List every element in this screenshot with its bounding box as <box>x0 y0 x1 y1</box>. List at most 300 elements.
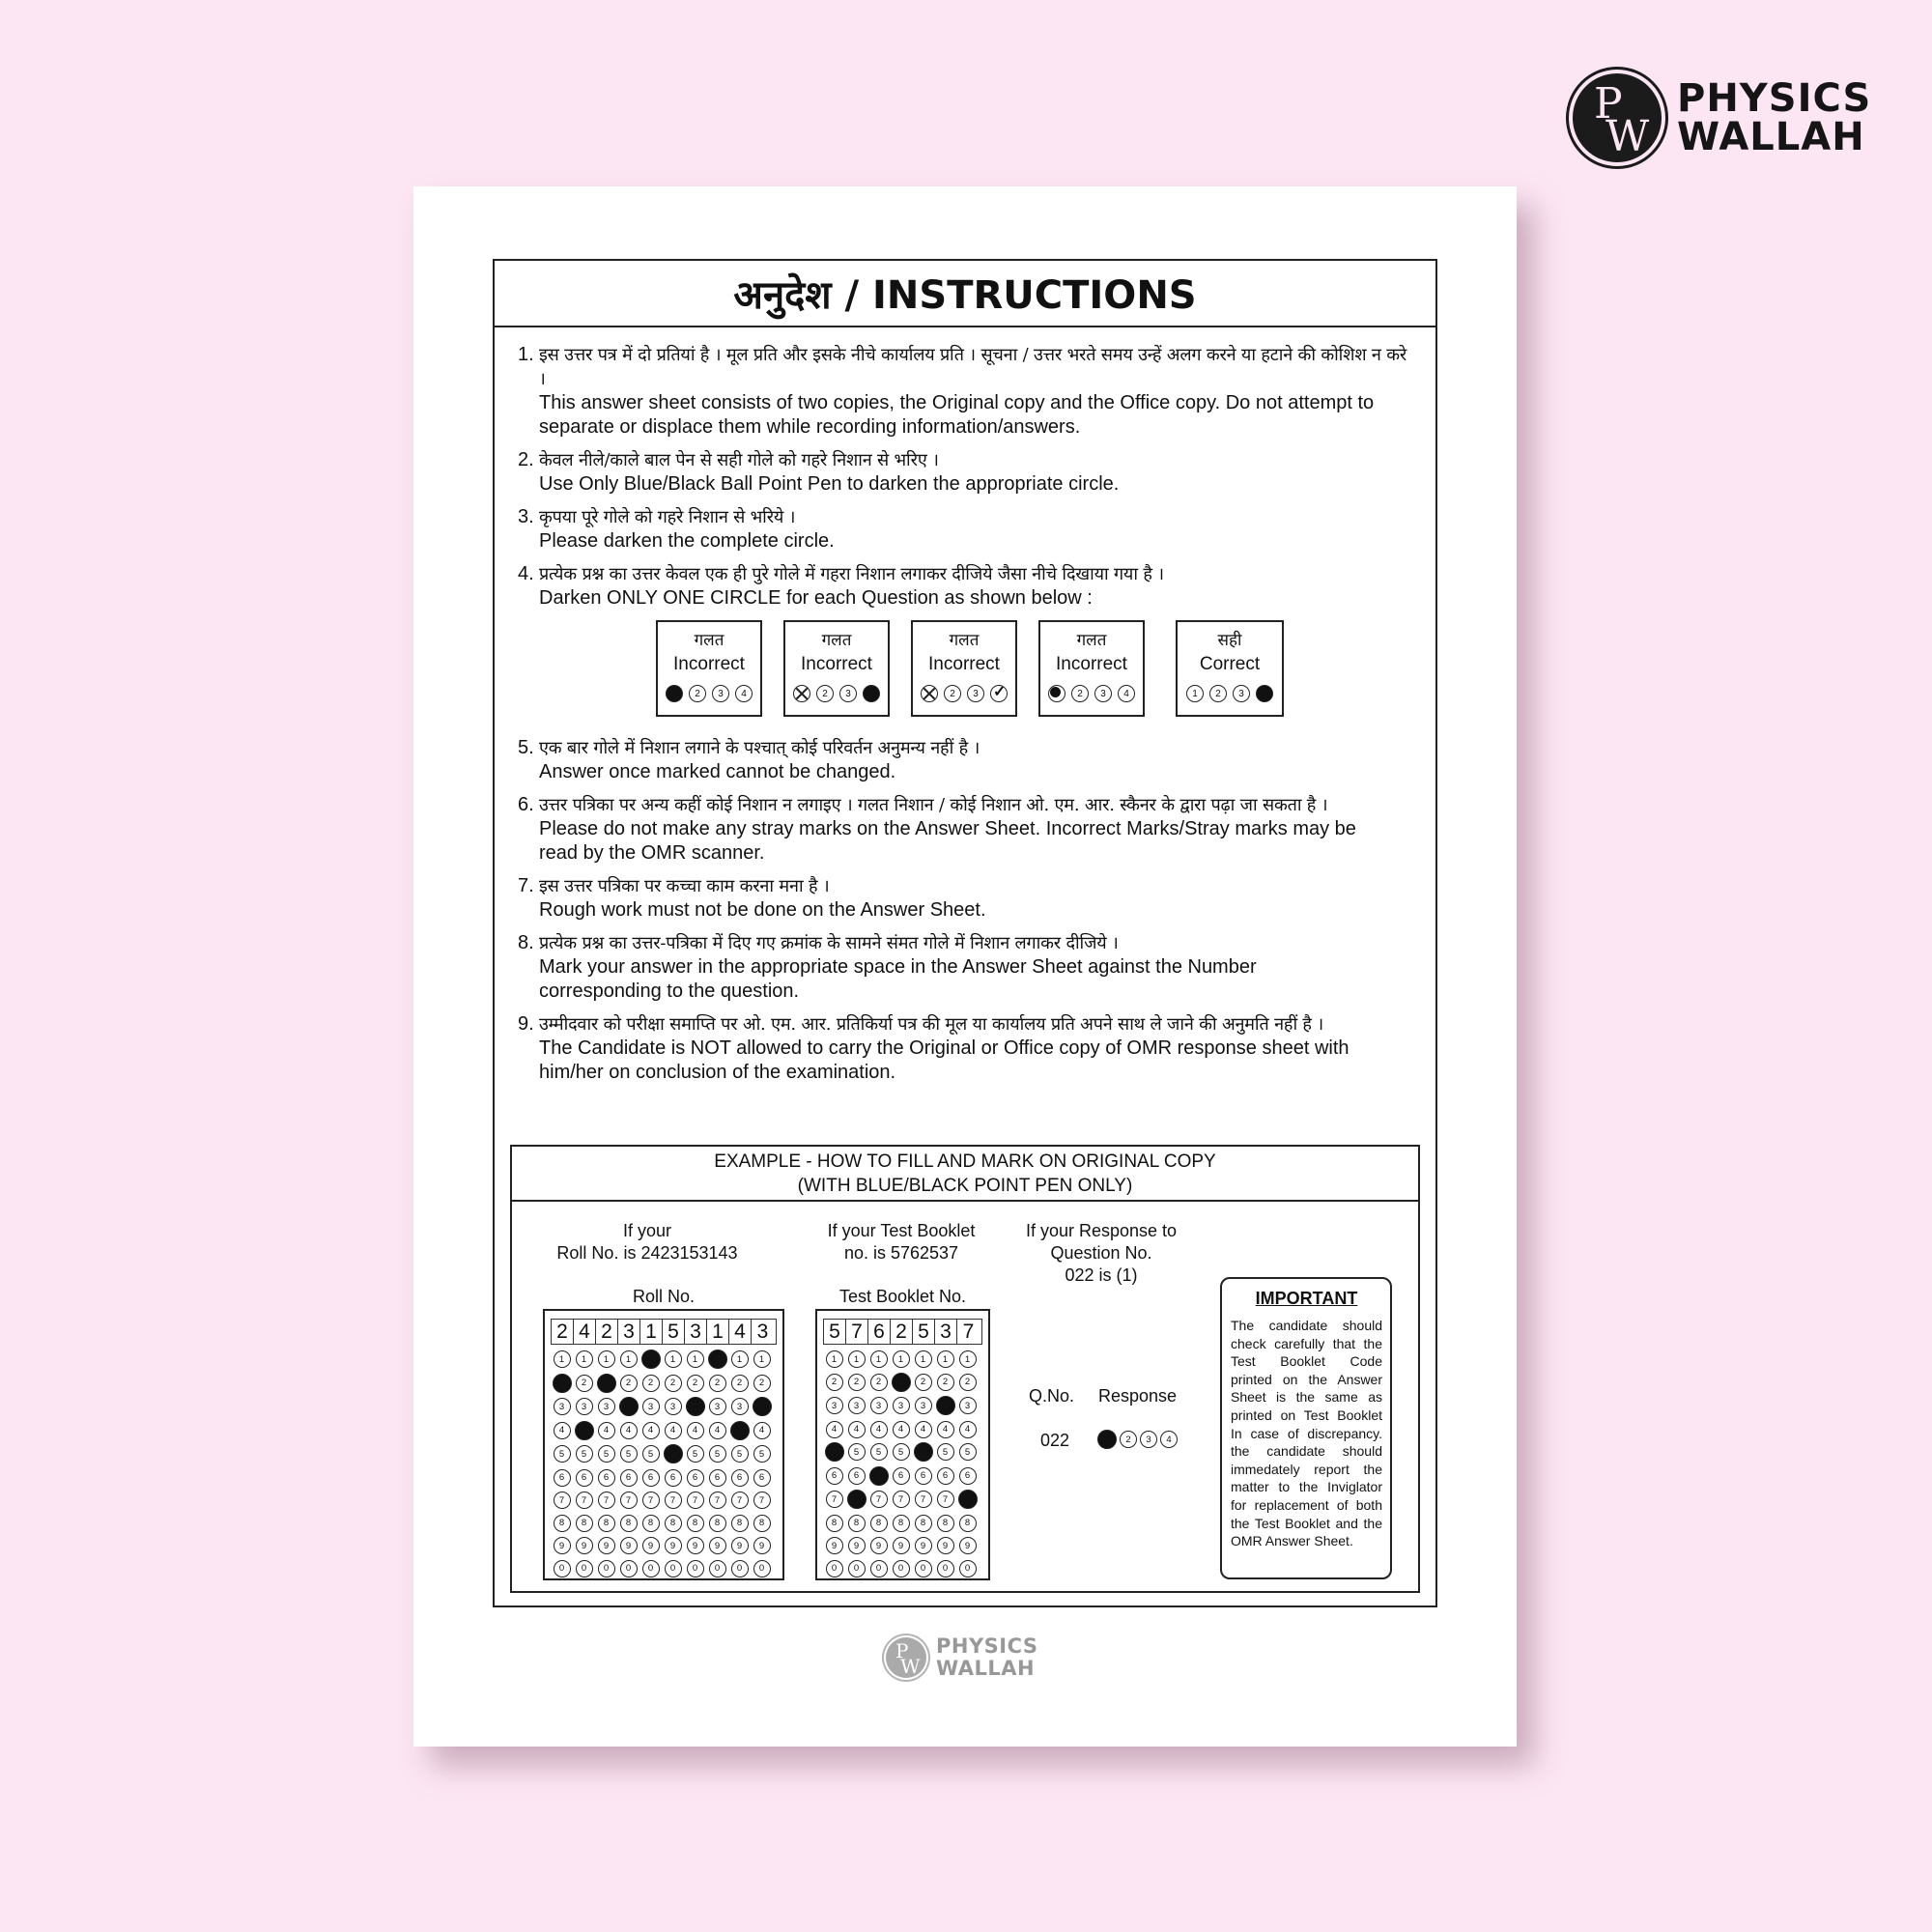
footer-brand-name <box>936 1635 1038 1680</box>
digit-cell: 5 <box>663 1320 685 1344</box>
instruction-hindi: प्रत्येक प्रश्न का उत्तर-पत्रिका में दिए गए क्रमांक के सामने संमत गोले में निशान लगाकर दीजिये । <box>539 933 1119 953</box>
bubble-empty-icon: 0 <box>826 1560 843 1577</box>
instruction-number: 3. <box>518 506 534 527</box>
bubble-filled-icon <box>847 1490 867 1509</box>
response-bubbles <box>1097 1431 1178 1449</box>
bubble-empty-icon: 7 <box>893 1491 910 1508</box>
bubble-row-9 <box>551 1537 777 1554</box>
bubble-empty-icon: 8 <box>665 1515 682 1532</box>
bubble-empty-icon: 8 <box>731 1515 749 1532</box>
bubble-empty-icon: 0 <box>848 1560 866 1577</box>
bubble-empty-icon: 1 <box>598 1350 615 1368</box>
instruction-english: This answer sheet consists of two copies, the Original copy and the Office copy. Do not attempt to separate or displace them while recording information/answers. <box>539 392 1375 438</box>
bubble-empty-icon: 5 <box>620 1445 638 1463</box>
bubble-empty-icon: 2 <box>826 1374 843 1391</box>
footer-brand-line-1: PHYSICS <box>936 1634 1038 1658</box>
bubble-row-7 <box>823 1491 982 1509</box>
bubble-row-6 <box>823 1467 982 1486</box>
example-heading-line-2: (WITH BLUE/BLACK POINT PEN ONLY) <box>797 1176 1133 1196</box>
marking-example-label: Incorrect <box>801 654 872 674</box>
example-heading <box>512 1147 1418 1202</box>
instruction-number: 6. <box>518 794 534 815</box>
bubble-empty-icon: 1 <box>848 1350 866 1368</box>
bubble-empty-icon: 1 <box>620 1350 638 1368</box>
bubble-empty-icon: 3 <box>1140 1431 1157 1448</box>
bubble-empty-icon: 7 <box>826 1491 843 1508</box>
bubble-filled-icon <box>664 1444 683 1463</box>
bubble-filled-icon <box>575 1421 594 1440</box>
bubble-empty-icon: 3 <box>915 1397 932 1414</box>
bubble-empty-icon: 2 <box>731 1375 749 1392</box>
bubble-empty-icon: 7 <box>915 1491 932 1508</box>
bubble-row-5 <box>823 1443 982 1462</box>
bubble-empty-icon: 4 <box>753 1422 771 1439</box>
bubble-row-0 <box>823 1560 982 1577</box>
bubble-filled-icon <box>708 1350 727 1369</box>
bubble-partial-icon <box>1048 685 1065 702</box>
bubble-tick-icon <box>990 685 1008 702</box>
brand-name <box>1677 76 1872 159</box>
bubble-row-3 <box>823 1397 982 1415</box>
instruction-page <box>413 186 1517 1747</box>
instruction-english: Darken ONLY ONE CIRCLE for each Question as shown below : <box>539 587 1093 609</box>
bubble-row-3 <box>551 1398 777 1416</box>
bubble-empty-icon: 3 <box>665 1398 682 1415</box>
bubble-filled-icon <box>666 685 683 702</box>
bubble-filled-icon <box>641 1350 661 1369</box>
instruction-item-4 <box>518 562 1412 611</box>
bubble-empty-icon: 1 <box>893 1350 910 1368</box>
bubble-empty-icon: 3 <box>598 1398 615 1415</box>
page-title: अनुदेश / INSTRUCTIONS <box>495 261 1435 327</box>
bubble-empty-icon: 6 <box>753 1469 771 1487</box>
response-intro-line-3: 022 is (1) <box>1065 1265 1138 1285</box>
bubble-row-1 <box>823 1350 982 1368</box>
bubble-empty-icon: 4 <box>848 1421 866 1438</box>
bubble-empty-icon: 9 <box>665 1537 682 1554</box>
bubble-empty-icon: 2 <box>848 1374 866 1391</box>
important-title: IMPORTANT <box>1255 1289 1358 1308</box>
instruction-item-1 <box>518 343 1412 440</box>
bubble-empty-icon: 5 <box>731 1445 749 1463</box>
bubble-empty-icon: 9 <box>826 1537 843 1554</box>
bubble-empty-icon: 5 <box>576 1445 593 1463</box>
bubble-empty-icon: 8 <box>915 1515 932 1532</box>
bubble-empty-icon: 9 <box>959 1537 977 1554</box>
instruction-item-8 <box>518 931 1412 1004</box>
bubble-empty-icon: 6 <box>848 1467 866 1485</box>
bubble-empty-icon: 0 <box>893 1560 910 1577</box>
roll-intro <box>551 1220 744 1264</box>
bubble-empty-icon: 2 <box>687 1375 704 1392</box>
instruction-english: Please do not make any stray marks on the Answer Sheet. Incorrect Marks/Stray marks may be read by the OMR scanner. <box>539 818 1356 864</box>
digit-cell: 3 <box>618 1320 640 1344</box>
bubble-empty-icon: 1 <box>959 1350 977 1368</box>
bubble-row-1 <box>551 1350 777 1369</box>
marking-examples <box>518 620 1412 717</box>
bubble-empty-icon: 3 <box>839 685 857 702</box>
bubble-row-2 <box>551 1375 777 1393</box>
bubble-empty-icon: 2 <box>665 1375 682 1392</box>
instruction-hindi: उत्तर पत्रिका पर अन्य कहीं कोई निशान न लगाइए । गलत निशान / कोई निशान ओ. एम. आर. स्कैनर के द्वारा पढ़ा जा सकता है । <box>539 795 1328 815</box>
bubble-empty-icon: 5 <box>753 1445 771 1463</box>
bubble-empty-icon: 9 <box>848 1537 866 1554</box>
bubble-empty-icon: 5 <box>959 1443 977 1461</box>
instruction-hindi: प्रत्येक प्रश्न का उत्तर केवल एक ही पुरे गोले में गहरा निशान लगाकर दीजिये जैसा नीचे दिखाया गया है । <box>539 564 1164 584</box>
bubble-row-8 <box>823 1515 982 1532</box>
instruction-number: 2. <box>518 449 534 470</box>
booklet-intro-line-1: If your Test Booklet <box>827 1221 976 1240</box>
bubble-empty-icon: 2 <box>620 1375 638 1392</box>
bubble-row-5 <box>551 1445 777 1463</box>
qno-header: Q.No. <box>1029 1386 1075 1406</box>
bubble-empty-icon: 7 <box>709 1492 726 1509</box>
bubble-empty-icon: 8 <box>598 1515 615 1532</box>
bubble-empty-icon: 7 <box>731 1492 749 1509</box>
booklet-intro-line-2: no. is 5762537 <box>843 1243 959 1263</box>
bubble-empty-icon: 4 <box>826 1421 843 1438</box>
bubble-empty-icon: 3 <box>709 1398 726 1415</box>
brand-line-2: WALLAH <box>1677 115 1865 159</box>
bubble-empty-icon: 3 <box>967 685 984 702</box>
bubble-empty-icon: 2 <box>753 1375 771 1392</box>
bubble-empty-icon: 3 <box>576 1398 593 1415</box>
bubble-empty-icon: 4 <box>1118 685 1135 702</box>
instruction-item-9 <box>518 1012 1412 1085</box>
bubble-empty-icon: 1 <box>687 1350 704 1368</box>
instruction-number: 5. <box>518 737 534 758</box>
bubble-empty-icon: 0 <box>709 1560 726 1577</box>
digit-cell: 7 <box>846 1320 868 1344</box>
bubble-empty-icon: 3 <box>731 1398 749 1415</box>
digit-cell: 6 <box>868 1320 891 1344</box>
digit-cell: 4 <box>574 1320 596 1344</box>
bubble-empty-icon: 6 <box>576 1469 593 1487</box>
bubble-cross-icon <box>793 685 810 702</box>
example-heading-line-1: EXAMPLE - HOW TO FILL AND MARK ON ORIGINAL COPY <box>714 1151 1216 1172</box>
bubble-empty-icon: 8 <box>576 1515 593 1532</box>
brand-line-1: PHYSICS <box>1677 76 1872 121</box>
bubble-empty-icon: 4 <box>665 1422 682 1439</box>
instructions-frame <box>493 259 1437 1607</box>
bubble-empty-icon: 4 <box>620 1422 638 1439</box>
response-intro <box>1009 1220 1193 1287</box>
bubble-empty-icon: 4 <box>687 1422 704 1439</box>
response-intro-line-1: If your Response to <box>1025 1221 1178 1240</box>
bubble-empty-icon: 0 <box>576 1560 593 1577</box>
booklet-intro <box>810 1220 993 1264</box>
bubble-filled-icon <box>619 1397 639 1416</box>
bubble-empty-icon: 1 <box>665 1350 682 1368</box>
bubble-empty-icon: 8 <box>753 1515 771 1532</box>
bubble-empty-icon: 5 <box>870 1443 888 1461</box>
bubble-empty-icon: 0 <box>915 1560 932 1577</box>
digit-cell: 3 <box>685 1320 707 1344</box>
bubble-empty-icon: 7 <box>687 1492 704 1509</box>
marking-example-bubbles <box>921 685 1008 702</box>
bubble-empty-icon: 0 <box>937 1560 954 1577</box>
bubble-empty-icon: 0 <box>598 1560 615 1577</box>
bubble-empty-icon: 4 <box>554 1422 571 1439</box>
marking-example-label: Incorrect <box>928 654 1000 674</box>
bubble-cross-icon <box>921 685 938 702</box>
qno-value: 022 <box>1040 1431 1070 1450</box>
bubble-empty-icon: 7 <box>937 1491 954 1508</box>
bubble-empty-icon: 0 <box>554 1560 571 1577</box>
digit-cell: 2 <box>596 1320 618 1344</box>
logo-letter-p: P <box>1594 79 1623 128</box>
digit-cell: 2 <box>552 1320 574 1344</box>
bubble-empty-icon: 7 <box>554 1492 571 1509</box>
marking-example-hindi: गलत <box>949 631 980 650</box>
bubble-empty-icon: 3 <box>712 685 729 702</box>
instruction-number: 4. <box>518 563 534 584</box>
logo-letter-w: W <box>1605 112 1650 161</box>
bubble-empty-icon: 0 <box>620 1560 638 1577</box>
digit-cell: 3 <box>756 1321 769 1343</box>
marking-example-hindi: गलत <box>821 631 852 650</box>
instruction-hindi: इस उत्तर पत्रिका पर कच्चा काम करना मना है । <box>539 876 830 896</box>
bubble-empty-icon: 1 <box>753 1350 771 1368</box>
marking-example-bubbles <box>666 685 753 702</box>
bubble-empty-icon: 5 <box>642 1445 660 1463</box>
bubble-empty-icon: 5 <box>893 1443 910 1461</box>
bubble-empty-icon: 2 <box>1120 1431 1137 1448</box>
footer-brand-line-2: WALLAH <box>936 1657 1036 1680</box>
bubble-empty-icon: 9 <box>937 1537 954 1554</box>
bubble-empty-icon: 3 <box>893 1397 910 1414</box>
bubble-empty-icon: 2 <box>915 1374 932 1391</box>
bubble-empty-icon: 7 <box>642 1492 660 1509</box>
roll-number-grid <box>543 1309 784 1580</box>
bubble-empty-icon: 1 <box>826 1350 843 1368</box>
bubble-empty-icon: 9 <box>620 1537 638 1554</box>
bubble-empty-icon: 9 <box>893 1537 910 1554</box>
example-section <box>510 1145 1420 1593</box>
instruction-item-2 <box>518 448 1412 497</box>
instruction-english: The Candidate is NOT allowed to carry the Original or Office copy of OMR response sheet with him/her on conclusion of the examination. <box>539 1037 1350 1083</box>
bubble-empty-icon: 3 <box>870 1397 888 1414</box>
bubble-empty-icon: 9 <box>870 1537 888 1554</box>
bubble-empty-icon: 6 <box>915 1467 932 1485</box>
marking-example-hindi: गलत <box>1076 631 1107 650</box>
instruction-item-5 <box>518 736 1412 784</box>
bubble-empty-icon: 9 <box>709 1537 726 1554</box>
bubble-empty-icon: 8 <box>620 1515 638 1532</box>
bubble-row-4 <box>823 1421 982 1438</box>
bubble-empty-icon: 5 <box>937 1443 954 1461</box>
bubble-empty-icon: 5 <box>687 1445 704 1463</box>
bubble-empty-icon: 3 <box>826 1397 843 1414</box>
instruction-english: Answer once marked cannot be changed. <box>539 761 896 782</box>
instruction-number: 7. <box>518 875 534 896</box>
bubble-empty-icon: 8 <box>959 1515 977 1532</box>
bubble-empty-icon: 0 <box>753 1560 771 1577</box>
important-body: The candidate should check carefully that the Test Booklet Code printed on the Answer Sheet is the same as printed on Test Booklet In case of discrepancy. the candidate should immedately report the matter to the Inviglator for replacement of both the Test Booklet and the OMR Answer Sheet. <box>1231 1318 1382 1549</box>
pw-logo-icon <box>1573 73 1662 162</box>
bubble-empty-icon: 6 <box>826 1467 843 1485</box>
bubble-empty-icon: 1 <box>1186 685 1204 702</box>
roll-intro-line-2: Roll No. is 2423153143 <box>556 1243 738 1263</box>
digit-cell: 3 <box>935 1320 957 1344</box>
logo-letter-w: W <box>900 1655 921 1678</box>
instruction-hindi: उम्मीदवार को परीक्षा समाप्ति पर ओ. एम. आर. प्रतिकिर्या पत्र की मूल या कार्यालय प्रति अपने साथ ले जाने की अनुमति नहीं है । <box>539 1014 1323 1035</box>
bubble-empty-icon: 7 <box>620 1492 638 1509</box>
bubble-empty-icon: 3 <box>554 1398 571 1415</box>
bubble-empty-icon: 9 <box>598 1537 615 1554</box>
bubble-filled-icon <box>825 1442 844 1462</box>
marking-example-5 <box>1176 620 1284 717</box>
bubble-filled-icon <box>753 1397 772 1416</box>
digit-cell: 4 <box>729 1320 752 1344</box>
bubble-empty-icon: 2 <box>944 685 961 702</box>
roll-intro-line-1: If your <box>622 1221 672 1240</box>
instruction-list <box>495 327 1435 1085</box>
bubble-empty-icon: 9 <box>753 1537 771 1554</box>
bubble-filled-icon <box>730 1421 750 1440</box>
bubble-row-6 <box>551 1469 777 1487</box>
roll-grid-label: Roll No. <box>632 1287 696 1306</box>
digit-cell: 1 <box>640 1320 663 1344</box>
digit-entry-row <box>823 1319 982 1345</box>
bubble-empty-icon: 4 <box>959 1421 977 1438</box>
test-booklet-grid <box>815 1309 990 1580</box>
bubble-empty-icon: 9 <box>642 1537 660 1554</box>
instruction-number: 9. <box>518 1013 534 1035</box>
bubble-empty-icon: 8 <box>687 1515 704 1532</box>
bubble-empty-icon: 2 <box>816 685 834 702</box>
bubble-empty-icon: 3 <box>642 1398 660 1415</box>
bubble-empty-icon: 4 <box>937 1421 954 1438</box>
bubble-filled-icon <box>892 1373 911 1392</box>
bubble-empty-icon: 6 <box>959 1467 977 1485</box>
marking-example-label: Correct <box>1199 654 1261 674</box>
bubble-empty-icon: 9 <box>554 1537 571 1554</box>
bubble-empty-icon: 0 <box>870 1560 888 1577</box>
bubble-row-9 <box>823 1537 982 1554</box>
bubble-empty-icon: 4 <box>642 1422 660 1439</box>
bubble-empty-icon: 4 <box>893 1421 910 1438</box>
bubble-empty-icon: 8 <box>893 1515 910 1532</box>
bubble-empty-icon: 8 <box>709 1515 726 1532</box>
bubble-row-4 <box>551 1422 777 1440</box>
bubble-empty-icon: 0 <box>665 1560 682 1577</box>
instruction-hindi: कृपया पूरे गोले को गहरे निशान से भरिये । <box>539 507 796 527</box>
marking-example-2 <box>783 620 890 717</box>
bubble-empty-icon: 6 <box>709 1469 726 1487</box>
bubble-row-0 <box>551 1560 777 1577</box>
instruction-number: 8. <box>518 932 534 953</box>
bubble-filled-icon <box>869 1466 889 1486</box>
bubble-empty-icon: 2 <box>1209 685 1227 702</box>
bubble-empty-icon: 7 <box>665 1492 682 1509</box>
bubble-empty-icon: 1 <box>870 1350 888 1368</box>
digit-cell: 1 <box>707 1320 729 1344</box>
digit-cell: 5 <box>824 1320 846 1344</box>
bubble-filled-icon <box>597 1374 616 1393</box>
bubble-empty-icon: 2 <box>709 1375 726 1392</box>
bubble-empty-icon: 3 <box>848 1397 866 1414</box>
bubble-empty-icon: 3 <box>1094 685 1112 702</box>
bubble-empty-icon: 4 <box>915 1421 932 1438</box>
bubble-empty-icon: 6 <box>893 1467 910 1485</box>
bubble-empty-icon: 6 <box>554 1469 571 1487</box>
instruction-hindi: एक बार गोले में निशान लगाने के पश्चात् कोई परिवर्तन अनुमन्य नहीं है । <box>539 738 980 758</box>
bubble-empty-icon: 8 <box>848 1515 866 1532</box>
response-intro-line-2: Question No. <box>1050 1243 1152 1263</box>
bubble-filled-icon <box>553 1374 572 1393</box>
marking-example-3 <box>911 620 1017 717</box>
logo-letter-p: P <box>895 1639 909 1662</box>
bubble-empty-icon: 4 <box>709 1422 726 1439</box>
bubble-empty-icon: 8 <box>937 1515 954 1532</box>
bubble-empty-icon: 6 <box>642 1469 660 1487</box>
bubble-row-8 <box>551 1515 777 1532</box>
digit-cell: 5 <box>913 1320 935 1344</box>
bubble-empty-icon: 2 <box>642 1375 660 1392</box>
bubble-empty-icon: 0 <box>687 1560 704 1577</box>
marking-example-bubbles <box>1186 685 1273 702</box>
bubble-filled-icon <box>1256 685 1273 702</box>
bubble-empty-icon: 5 <box>709 1445 726 1463</box>
marking-example-label: Incorrect <box>673 654 745 674</box>
bubble-empty-icon: 2 <box>689 685 706 702</box>
instruction-hindi: केवल नीले/काले बाल पेन से सही गोले को गहरे निशान से भरिए । <box>539 450 939 470</box>
bubble-empty-icon: 0 <box>731 1560 749 1577</box>
booklet-grid-label: Test Booklet No. <box>838 1287 967 1306</box>
digit-cell: 7 <box>962 1321 975 1343</box>
instruction-english: Rough work must not be done on the Answer Sheet. <box>539 899 986 921</box>
bubble-empty-icon: 1 <box>576 1350 593 1368</box>
bubble-empty-icon: 8 <box>870 1515 888 1532</box>
instruction-item-6 <box>518 793 1412 866</box>
bubble-empty-icon: 7 <box>598 1492 615 1509</box>
bubble-filled-icon <box>958 1490 978 1509</box>
bubble-empty-icon: 4 <box>735 685 753 702</box>
bubble-empty-icon: 8 <box>554 1515 571 1532</box>
bubble-filled-icon <box>686 1397 705 1416</box>
bubble-empty-icon: 0 <box>959 1560 977 1577</box>
marking-example-bubbles <box>1048 685 1135 702</box>
bubble-empty-icon: 5 <box>598 1445 615 1463</box>
digit-entry-row <box>551 1319 777 1345</box>
bubble-empty-icon: 6 <box>598 1469 615 1487</box>
bubble-empty-icon: 4 <box>598 1422 615 1439</box>
brand-logo <box>1573 73 1871 162</box>
bubble-row-2 <box>823 1374 982 1392</box>
bubble-row-7 <box>551 1492 777 1509</box>
marking-example-1 <box>656 620 762 717</box>
instruction-item-7 <box>518 874 1412 923</box>
bubble-empty-icon: 6 <box>620 1469 638 1487</box>
bubble-filled-icon <box>863 685 880 702</box>
bubble-empty-icon: 6 <box>687 1469 704 1487</box>
bubble-empty-icon: 7 <box>753 1492 771 1509</box>
bubble-empty-icon: 1 <box>554 1350 571 1368</box>
bubble-empty-icon: 1 <box>731 1350 749 1368</box>
instruction-english: Use Only Blue/Black Ball Point Pen to darken the appropriate circle. <box>539 473 1120 495</box>
bubble-empty-icon: 5 <box>848 1443 866 1461</box>
bubble-empty-icon: 4 <box>870 1421 888 1438</box>
instruction-item-3 <box>518 505 1412 554</box>
digit-cell: 2 <box>891 1320 913 1344</box>
footer-brand-logo <box>886 1635 1038 1680</box>
bubble-empty-icon: 3 <box>1233 685 1250 702</box>
pw-logo-icon <box>886 1637 926 1678</box>
bubble-empty-icon: 2 <box>576 1375 593 1392</box>
marking-example-4 <box>1038 620 1145 717</box>
important-notice <box>1220 1277 1392 1579</box>
